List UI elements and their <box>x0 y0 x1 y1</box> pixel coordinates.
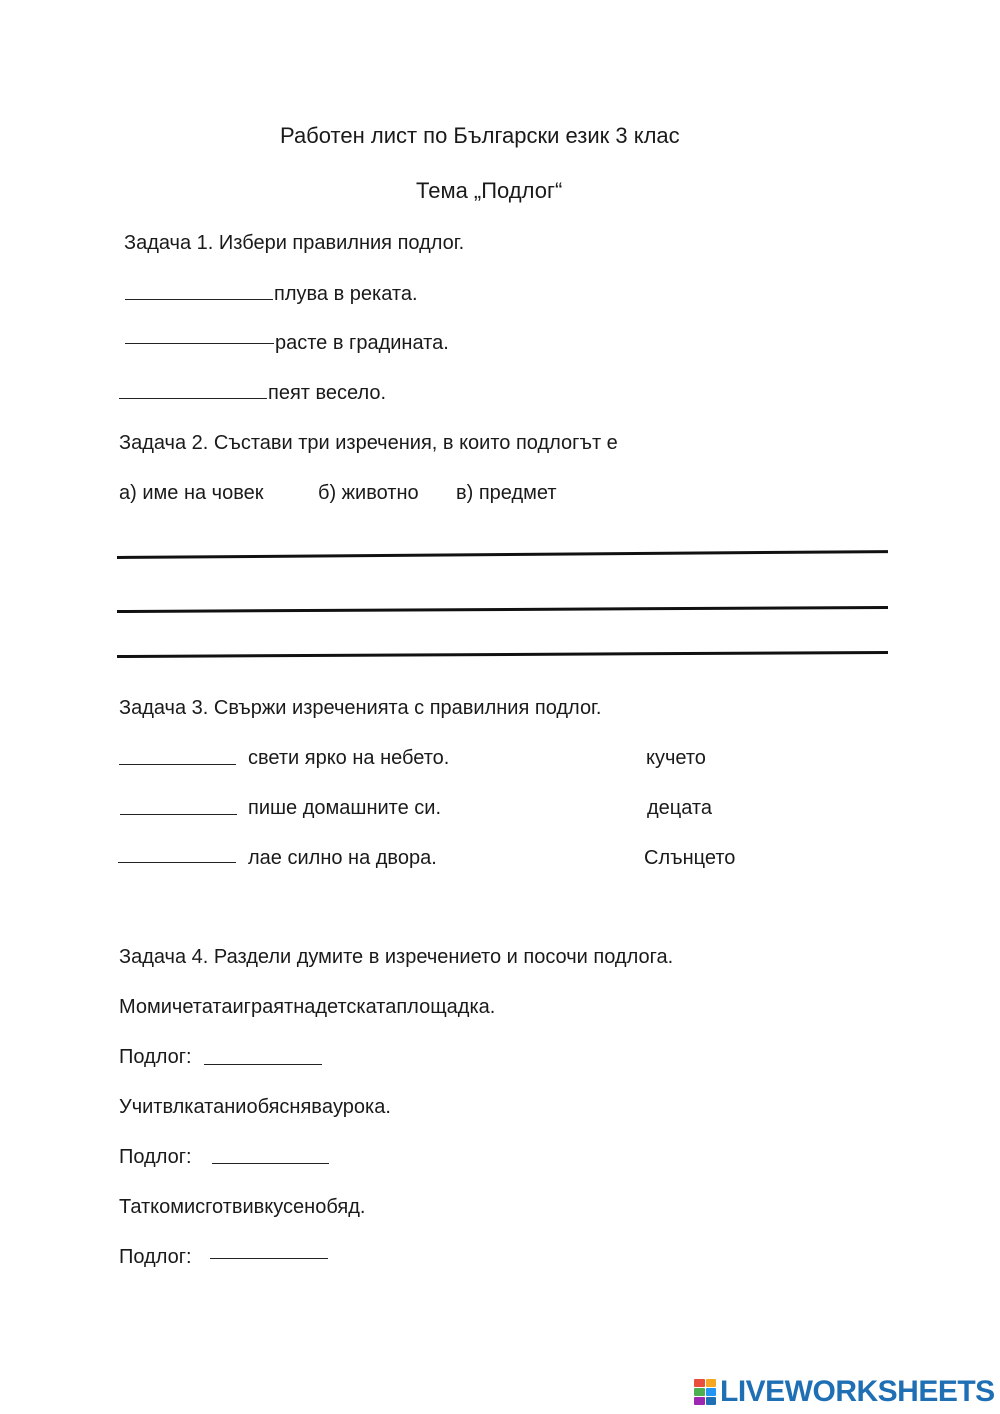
task3-sentence-1: свети ярко на небето. <box>248 747 450 769</box>
liveworksheets-brand: LIVEWORKSHEETS <box>720 1375 995 1408</box>
task4-sentence-1: Момичетатаиграятнадетскатаплощадка. <box>119 996 496 1018</box>
task1-heading: Задача 1. Избери правилния подлог. <box>124 232 465 254</box>
task3-sentence-2: пише домашните си. <box>248 797 441 819</box>
task1-blank-3[interactable] <box>119 398 267 399</box>
task4-label-3: Подлог: <box>119 1246 192 1268</box>
task3-answer-2: децата <box>647 797 712 819</box>
task3-blank-1[interactable] <box>119 764 236 765</box>
task1-blank-2[interactable] <box>125 343 274 344</box>
task4-blank-2[interactable] <box>212 1163 329 1164</box>
answer-line-3[interactable] <box>117 651 888 658</box>
task4-blank-1[interactable] <box>204 1064 322 1065</box>
task2-option-c: в) предмет <box>456 482 557 504</box>
task4-sentence-3: Таткомисготвивкусенобяд. <box>119 1196 366 1218</box>
task1-item-3: пеят весело. <box>268 382 387 404</box>
task2-option-a: а) име на човек <box>119 482 264 504</box>
task4-label-1: Подлог: <box>119 1046 192 1068</box>
task2-heading: Задача 2. Състави три изречения, в които подлогът е <box>119 432 618 454</box>
worksheet-topic: Тема „Подлог“ <box>416 178 563 203</box>
liveworksheets-logo[interactable] <box>694 1375 995 1408</box>
worksheet-title: Работен лист по Български език 3 клас <box>280 123 680 148</box>
answer-line-1[interactable] <box>117 550 888 559</box>
task1-item-2: расте в градината. <box>275 332 449 354</box>
task4-blank-3[interactable] <box>210 1258 328 1259</box>
task4-heading: Задача 4. Раздели думите в изречението и посочи подлога. <box>119 946 674 968</box>
liveworksheets-logo-icon <box>694 1379 716 1405</box>
answer-line-2[interactable] <box>117 606 888 613</box>
task1-item-1: плува в реката. <box>274 283 418 305</box>
task3-heading: Задача 3. Свържи изреченията с правилния подлог. <box>119 697 602 719</box>
task4-label-2: Подлог: <box>119 1146 192 1168</box>
task3-blank-2[interactable] <box>120 814 237 815</box>
task3-answer-1: кучето <box>646 747 706 769</box>
task2-option-b: б) животно <box>318 482 419 504</box>
task4-sentence-2: Учитвлкатаниобяснявaурока. <box>119 1096 391 1118</box>
task3-answer-3: Слънцето <box>644 847 736 869</box>
task1-blank-1[interactable] <box>125 299 273 300</box>
task3-blank-3[interactable] <box>118 862 236 863</box>
task3-sentence-3: лае силно на двора. <box>248 847 437 869</box>
